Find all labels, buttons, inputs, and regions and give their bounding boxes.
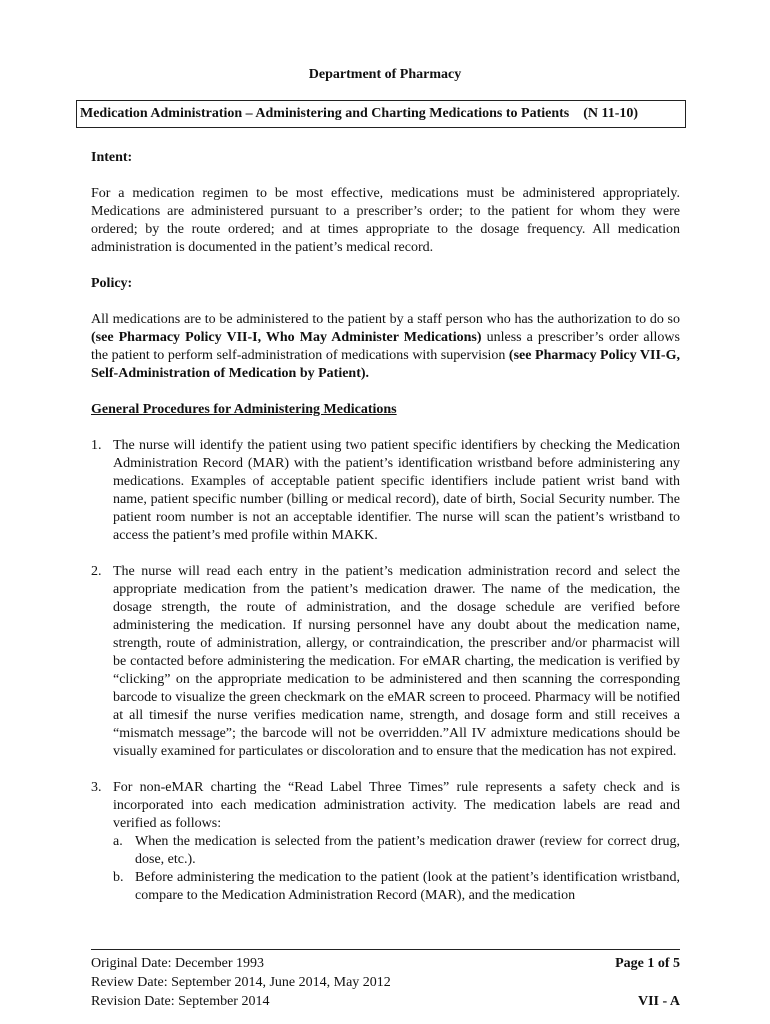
procedure-text: The nurse will read each entry in the patient’s medication administration record and select the appropriate medication from the patient’s medication drawer. The name of the medication, the dosage strength, the route of administration, and the dosage schedule are verified before administering the medication. If nursing personnel have any doubt about the medication name, strength, route of administration, allergy, or contraindication, the prescriber and/or pharmacist will be contacted before administering the medication. For eMAR charting, the medication is verified by “clicking” on the appropriate medication to be administered and then scanning the corresponding barcode to visualize the green checkmark on the eMAR screen to proceed. Pharmacy will be notified at all timesif the nurse verifies medication name, strength, and dosage form and still receives a “mismatch message”; the barcode will not be overridden.”All IV admixture medications should be visually examined for particulates or discoloration and to ensure that the medication has not expired.: [113, 564, 680, 759]
procedure-subitem-a: a. When the medication is selected from the patient’s medication drawer (review for correct drug, dose, etc.).: [113, 834, 680, 867]
procedure-item-3: 3. For non-eMAR charting the “Read Label Three Times” rule represents a safety check and is incorporated into each medication administration activity. The medication labels are read and verified as follows: a. When the medication is selected from the patient’s medication drawer (review for correct drug, dose, etc.). b. Before administering the medication to the patient (look at the patient’s identification wristband, compare to the Medication Administration Record (MAR), and the medication: [91, 780, 680, 903]
procedure-subitem-b: b. Before administering the medication to the patient (look at the patient’s identification wristband, compare to the Medication Administration Record (MAR), and the medication: [113, 870, 680, 903]
procedure-item-2: 2. The nurse will read each entry in the patient’s medication administration record and select the appropriate medication from the patient’s medication drawer. The name of the medication, the dosage strength, the route of administration, and the dosage schedule are verified before administering the medication. If nursing personnel have any doubt about the medication name, strength, route of administration, allergy, or contraindication, the prescriber and/or pharmacist will be contacted before administering the medication. For eMAR charting, the medication is verified by “clicking” on the appropriate medication to be administered and then scanning the corresponding barcode to visualize the green checkmark on the eMAR screen to proceed. Pharmacy will be notified at all timesif the nurse verifies medication name, strength, and dosage form and still receives a “mismatch message”; the barcode will not be overridden.”All IV admixture medications should be visually examined for particulates or discoloration and to ensure that the medication has not expired.: [91, 564, 680, 759]
policy-heading: Policy:: [91, 276, 133, 291]
page-footer: [91, 954, 680, 1011]
footer-divider: [91, 949, 680, 950]
revision-date: Revision Date: September 2014: [91, 994, 270, 1009]
procedure-text: For non-eMAR charting the “Read Label Three Times” rule represents a safety check and is incorporated into each medication administration activity. The medication labels are read and verified as follows:: [113, 780, 680, 831]
section-code: VII - A: [637, 994, 680, 1009]
review-date: Review Date: September 2014, June 2014, May 2012: [91, 975, 391, 990]
procedures-list: [91, 437, 680, 905]
intent-heading: Intent:: [91, 150, 133, 165]
policy-text: All medications are to be administered to the patient by a staff person who has the authorization to do so (see Pharmacy Policy VII-I, Who May Administer Medications) unless a prescriber’s order allows the patient to perform self-administration of medications with supervision (see Pharmacy Policy VII-G, Self-Administration of Medication by Patient).: [91, 312, 680, 381]
document-body: [91, 149, 680, 905]
intent-text: For a medication regimen to be most effective, medications must be administered appropriately. Medications are administered pursuant to a prescriber’s order; to the patient for whom they were ordered; by the route ordered; and at times appropriate to the dosage frequency. All medication administration is documented in the patient’s medical record.: [91, 186, 680, 255]
policy-code: (N 11-10): [583, 106, 639, 121]
policy-ref-who-may-administer: (see Pharmacy Policy VII-I, Who May Administer Medications): [91, 330, 482, 345]
policy-ref-self-administration: (see Pharmacy Policy VII-G, Self-Administration of Medication by Patient).: [91, 348, 680, 381]
procedures-heading: General Procedures for Administering Medications: [91, 402, 397, 417]
department-heading: Department of Pharmacy: [308, 67, 462, 82]
procedure-sublist: [113, 833, 680, 905]
policy-title: Medication Administration – Administering and Charting Medications to Patients: [80, 106, 570, 121]
page-number: Page 1 of 5: [615, 956, 680, 971]
procedure-text: The nurse will identify the patient using two patient specific identifiers by checking the Medication Administration Record (MAR) with the patient’s identification wristband before administering any medications. Examples of acceptable patient specific identifiers include patient wrist band with name, patient specific number (billing or medical record), date of birth, Social Security number. The patient room number is not an acceptable identifier. The nurse will scan the patient’s wristband to access the patient’s med profile within MAKK.: [113, 438, 680, 543]
policy-title-box: [76, 100, 686, 128]
procedure-item-1: 1. The nurse will identify the patient using two patient specific identifiers by checking the Medication Administration Record (MAR) with the patient’s identification wristband before administering any medications. Examples of acceptable patient specific identifiers include patient wrist band with name, patient specific number (billing or medical record), date of birth, Social Security number. The patient room number is not an acceptable identifier. The nurse will scan the patient’s wristband to access the patient’s med profile within MAKK.: [91, 438, 680, 543]
original-date: Original Date: December 1993: [91, 956, 264, 971]
